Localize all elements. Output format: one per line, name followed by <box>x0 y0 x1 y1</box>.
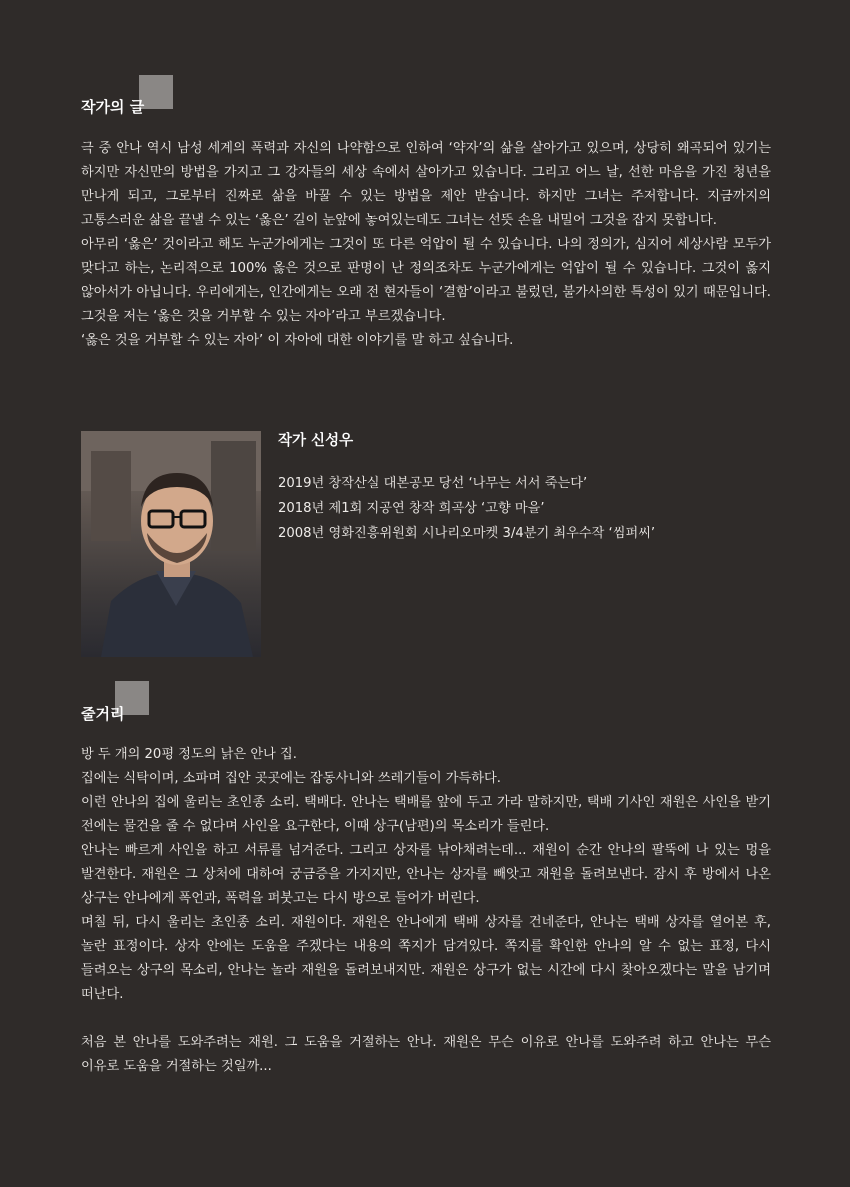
author-photo <box>81 431 261 657</box>
synopsis-paragraph: 이런 안나의 집에 울리는 초인종 소리. 택배다. 안나는 택배를 앞에 두고 가라 말하지만, 택배 기사인 재원은 사인을 받기 전에는 물건을 줄 수 없다며 사인을 요구한다, 이때 상구(남편)의 목소리가 들린다. <box>81 795 771 834</box>
career-item: 2019년 창작산실 대본공모 당선 ‘나무는 서서 죽는다’ <box>278 476 588 491</box>
synopsis-body <box>81 743 771 1079</box>
writer-note-title: 작가의 글 <box>81 98 145 116</box>
writer-note-paragraph: 극 중 안나 역시 남성 세계의 폭력과 자신의 나약함으로 인하여 ‘약자’의 삶을 살아가고 있으며, 상당히 왜곡되어 있기는 하지만 자신만의 방법을 가지고 그 강자들의 세상 속에서 살아가고 있습니다. 그리고 어느 날, 선한 마음을 가진 청년을 만나게 되고, 그로부터 진짜로 삶을 바꿀 수 있는 방법을 제안 받습니다. 하지만 그녀는 주저합니다. 지금까지의 고통스러운 삶을 끝낼 수 있는 ‘옳은’ 길이 눈앞에 놓여있는데도 그녀는 선뜻 손을 내밀어 그것을 잡지 못합니다. <box>81 141 771 228</box>
writer-note-paragraph: ‘옳은 것을 거부할 수 있는 자아’ 이 자아에 대한 이야기를 말 하고 싶습니다. <box>81 333 514 348</box>
writer-note-paragraph: 아무리 ‘옳은’ 것이라고 해도 누군가에게는 그것이 또 다른 억압이 될 수 있습니다. 나의 정의가, 심지어 세상사람 모두가 맞다고 하는, 논리적으로 100% 옳은 것으로 판명이 난 정의조차도 누군가에게는 억압이 될 수 있습니다. 그것이 옳지 않아서가 아닙니다. 우리에게는, 인간에게는 오래 전 현자들이 ‘결함’이라고 불렀던, 불가사의한 특성이 있기 때문입니다. 그것을 저는 ‘옳은 것을 거부할 수 있는 자아’라고 부르겠습니다. <box>81 237 771 324</box>
synopsis-paragraph: 방 두 개의 20평 정도의 낡은 안나 집. <box>81 747 297 762</box>
synopsis-paragraph: 안나는 빠르게 사인을 하고 서류를 넘겨준다. 그리고 상자를 낚아채려는데... 재원이 순간 안나의 팔뚝에 나 있는 멍을 발견한다. 재원은 그 상처에 대하여 궁금증을 가지지만, 안나는 상자를 빼앗고 재원을 돌려보낸다. 잠시 후 방에서 나온 상구는 안나에게 폭언과, 폭력을 퍼붓고는 다시 방으로 들어가 버린다. <box>81 843 771 906</box>
synopsis-title: 줄거리 <box>81 705 125 723</box>
author-career-list <box>278 471 655 546</box>
synopsis-paragraph: 처음 본 안나를 도와주려는 재원. 그 도움을 거절하는 안나. 재원은 무슨 이유로 안나를 도와주려 하고 안나는 무슨 이유로 도움을 거절하는 것일까... <box>81 1035 771 1074</box>
synopsis-paragraph: 집에는 식탁이며, 소파며 집안 곳곳에는 잡동사니와 쓰레기들이 가득하다. <box>81 771 501 786</box>
career-item: 2008년 영화진흥위원회 시나리오마켓 3/4분기 최우수작 ‘씸퍼씨’ <box>278 526 656 541</box>
author-name: 작가 신성우 <box>278 433 354 449</box>
author-portrait-illustration <box>81 431 261 657</box>
career-item: 2018년 제1회 지공연 창작 희곡상 ‘고향 마을’ <box>278 501 545 516</box>
writer-note-body <box>81 137 771 353</box>
synopsis-paragraph: 며칠 뒤, 다시 울리는 초인종 소리. 재원이다. 재원은 안나에게 택배 상자를 건네준다, 안나는 택배 상자를 열어본 후, 놀란 표정이다. 상자 안에는 도움을 주겠다는 내용의 쪽지가 담겨있다. 쪽지를 확인한 안나의 알 수 없는 표정, 다시 들려오는 상구의 목소리, 안나는 놀라 재원을 돌려보내지만. 재원은 상구가 없는 시간에 다시 찾아오겠다는 말을 남기며 떠난다. <box>81 915 771 1002</box>
